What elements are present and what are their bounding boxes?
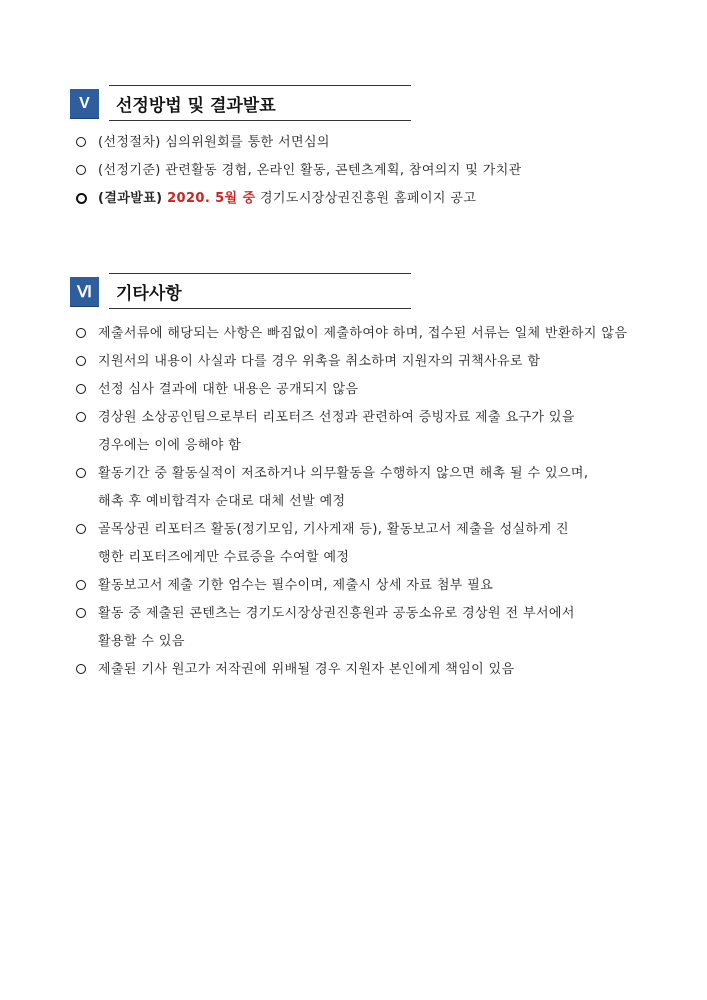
list-item (76, 460, 648, 516)
item-text: 골목상권 리포터즈 활동(정기모임, 기사게재 등), 활동보고서 제출을 성실하게 진 (98, 522, 569, 537)
list-item (76, 157, 648, 185)
section-number-badge: V (70, 89, 99, 119)
item-text: 활동기간 중 활동실적이 저조하거나 의무활동을 수행하지 않으면 해촉 될 수 있으며, (98, 466, 589, 481)
circle-bullet-icon (76, 193, 87, 204)
result-date: 2020. 5월 중 (167, 191, 256, 206)
list-item (76, 516, 648, 572)
item-text: (선정기준) 관련활동 경험, 온라인 활동, 콘텐츠계획, 참여의지 및 가치관 (98, 163, 522, 178)
item-text: 제출서류에 해당되는 사항은 빠짐없이 제출하여야 하며, 접수된 서류는 일체 반환하지 않음 (98, 326, 628, 341)
item-text: 경상원 소상공인팀으로부터 리포터즈 선정과 관련하여 증빙자료 제출 요구가 있을 (98, 410, 575, 425)
circle-bullet-icon (76, 664, 86, 674)
section-v-list (76, 129, 648, 213)
list-item (76, 572, 648, 600)
circle-bullet-icon (76, 356, 86, 366)
section-title: 선정방법 및 결과발표 (116, 96, 276, 116)
circle-bullet-icon (76, 165, 86, 175)
item-text: 경기도시장상권진흥원 홈페이지 공고 (255, 191, 477, 206)
item-text-continued: 경우에는 이에 응해야 함 (98, 438, 242, 453)
list-item (76, 404, 648, 460)
list-item (76, 129, 648, 157)
section-title: 기타사항 (116, 284, 182, 304)
list-item (76, 320, 648, 348)
list-item (76, 600, 648, 656)
result-label: (결과발표) (98, 191, 163, 206)
section-number-badge: Ⅵ (70, 277, 99, 307)
header-rule-top (109, 273, 411, 274)
circle-bullet-icon (76, 328, 86, 338)
header-rule-bottom (109, 120, 411, 121)
section-vi-list (76, 320, 648, 684)
circle-bullet-icon (76, 468, 86, 478)
item-text: 지원서의 내용이 사실과 다를 경우 위촉을 취소하며 지원자의 귀책사유로 함 (98, 354, 541, 369)
circle-bullet-icon (76, 384, 86, 394)
list-item (76, 185, 648, 213)
item-text: 활동보고서 제출 기한 엄수는 필수이며, 제출시 상세 자료 첨부 필요 (98, 578, 494, 593)
item-text-continued: 해촉 후 예비합격자 순대로 대체 선발 예정 (98, 494, 346, 509)
item-text: 활동 중 제출된 콘텐츠는 경기도시장상권진흥원과 공동소유로 경상원 전 부서에서 (98, 606, 575, 621)
item-text: 선정 심사 결과에 대한 내용은 공개되지 않음 (98, 382, 359, 397)
item-text-continued: 활용할 수 있음 (98, 634, 185, 649)
item-text-continued: 행한 리포터즈에게만 수료증을 수여할 예정 (98, 550, 350, 565)
circle-bullet-icon (76, 608, 86, 618)
list-item (76, 348, 648, 376)
header-rule-top (109, 85, 411, 86)
circle-bullet-icon (76, 524, 86, 534)
item-text: 제출된 기사 원고가 저작권에 위배될 경우 지원자 본인에게 책임이 있음 (98, 662, 515, 677)
item-text: (선정절차) 심의위원회를 통한 서면심의 (98, 135, 330, 150)
header-rule-bottom (109, 308, 411, 309)
circle-bullet-icon (76, 580, 86, 590)
list-item (76, 656, 648, 684)
circle-bullet-icon (76, 137, 86, 147)
circle-bullet-icon (76, 412, 86, 422)
list-item (76, 376, 648, 404)
